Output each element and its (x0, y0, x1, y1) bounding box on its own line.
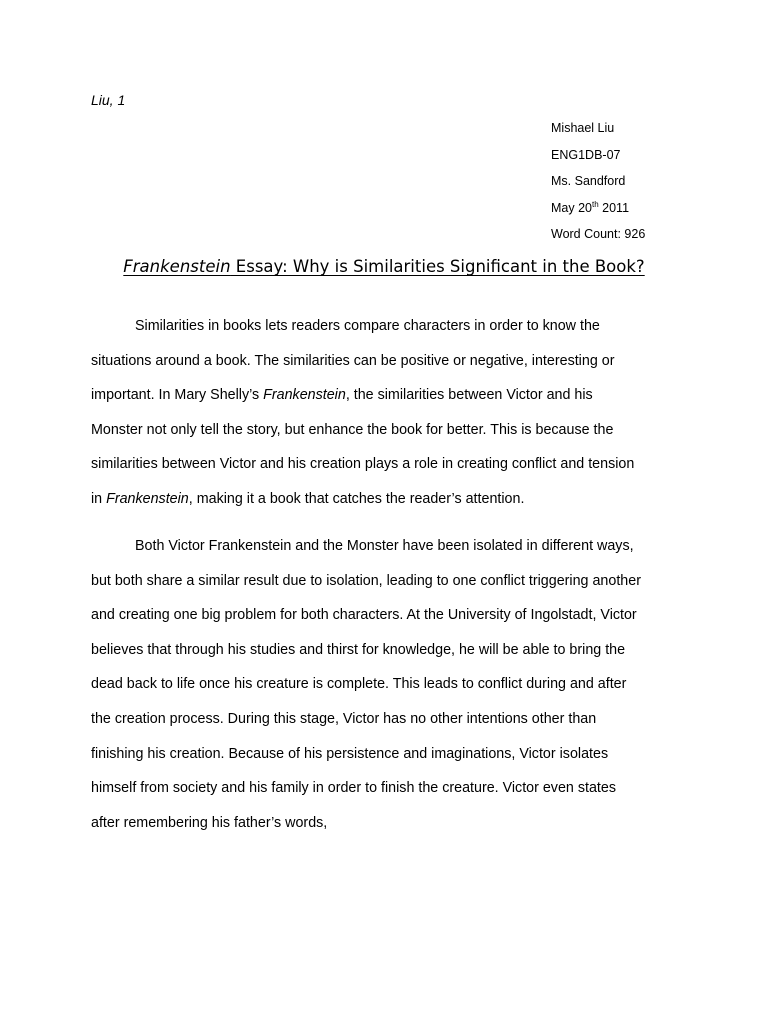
line-text: , the similarities between Victor and his (345, 387, 593, 404)
paragraph-line: the creation process. During this stage, Victor has no other intentions other than (91, 710, 597, 727)
paragraph-1 (91, 317, 691, 525)
course-code: ENG1DB-07 (551, 147, 621, 162)
paragraph-2 (91, 537, 691, 848)
author-info-block (551, 120, 645, 253)
paragraph-line: Monster not only tell the story, but enhance the book for better. This is because the (91, 421, 614, 438)
paragraph-line: Similarities in books lets readers compare characters in order to know the (135, 318, 600, 334)
essay-title (0, 257, 768, 276)
date-suffix: 2011 (598, 200, 630, 215)
title-rest: Essay: Why is Similarities Significant in the Book? (230, 257, 645, 276)
paragraph-line: believes that through his studies and thirst for knowledge, he will be able to bring the (91, 641, 626, 658)
line-text: , making it a book that catches the reader’s attention. (188, 490, 525, 507)
date (551, 200, 645, 227)
paragraph-line: similarities between Victor and his creation plays a role in creating conflict and tension (91, 456, 635, 473)
book-title-italic: Frankenstein (106, 490, 189, 507)
teacher-name: Ms. Sandford (551, 174, 626, 188)
line-text: in (91, 490, 107, 507)
author-name: Mishael Liu (551, 121, 615, 135)
paragraph-line: after remembering his father’s words, (91, 814, 328, 831)
date-superscript: th (592, 199, 599, 209)
title-italic: Frankenstein (123, 257, 231, 276)
paragraph-line: dead back to life once his creature is complete. This leads to conflict during and after (91, 676, 627, 693)
paragraph-line (91, 386, 691, 421)
paragraph-line (91, 490, 691, 525)
paragraph-line: situations around a book. The similarities can be positive or negative, interesting or (91, 352, 615, 369)
paragraph-line: but both share a similar result due to isolation, leading to one conflict triggering another (91, 572, 641, 589)
paragraph-line: and creating one big problem for both characters. At the University of Ingolstadt, Victor (91, 607, 637, 624)
running-head: Liu, 1 (91, 92, 126, 108)
book-title-italic: Frankenstein (263, 387, 346, 404)
word-count: Word Count: 926 (551, 227, 646, 241)
paragraph-line: Both Victor Frankenstein and the Monster have been isolated in different ways, (135, 538, 634, 554)
line-text: important. In Mary Shelly’s (91, 387, 264, 404)
date-prefix: May 20 (551, 200, 592, 215)
paragraph-line: finishing his creation. Because of his persistence and imaginations, Victor isolates (91, 745, 609, 762)
paragraph-line: himself from society and his family in order to finish the creature. Victor even states (91, 780, 616, 797)
